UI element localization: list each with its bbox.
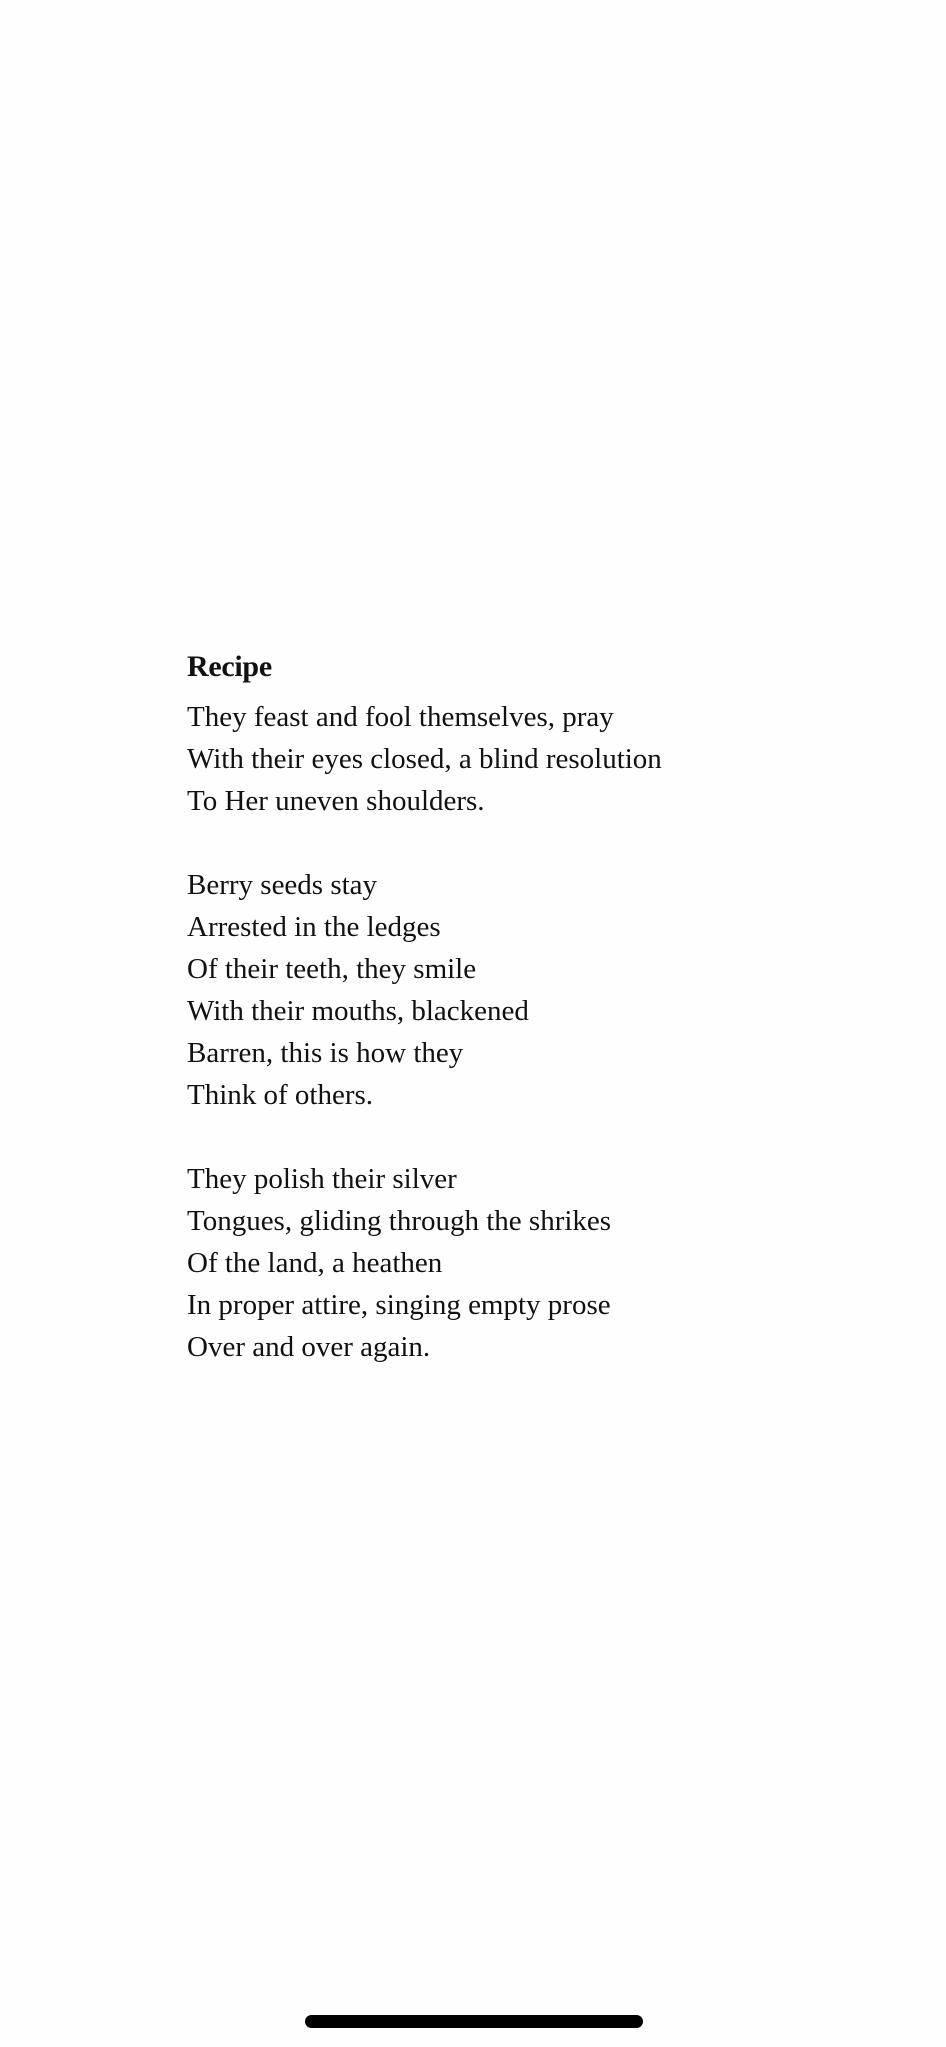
poem-line: With their mouths, blackened: [187, 995, 529, 1027]
poem-line: They feast and fool themselves, pray: [187, 701, 614, 733]
poem: [187, 640, 887, 1368]
stanza-3: [187, 1158, 887, 1368]
poem-line: Over and over again.: [187, 1331, 431, 1363]
poem-line: Of their teeth, they smile: [187, 953, 477, 985]
poem-line: Arrested in the ledges: [187, 911, 441, 943]
poem-line: In proper attire, singing empty prose: [187, 1289, 611, 1321]
stanza-1: [187, 696, 887, 822]
poem-line: Berry seeds stay: [187, 869, 378, 901]
poem-line: With their eyes closed, a blind resolution: [187, 743, 662, 775]
poem-title: Recipe: [187, 650, 272, 683]
poem-line: To Her uneven shoulders.: [187, 785, 485, 817]
stanza-2: [187, 864, 887, 1116]
poem-line: Think of others.: [187, 1079, 374, 1111]
poem-line: Of the land, a heathen: [187, 1247, 443, 1279]
home-indicator[interactable]: [305, 2015, 643, 2028]
poem-line: Tongues, gliding through the shrikes: [187, 1205, 612, 1237]
poem-line: Barren, this is how they: [187, 1037, 464, 1069]
poem-line: They polish their silver: [187, 1163, 457, 1195]
